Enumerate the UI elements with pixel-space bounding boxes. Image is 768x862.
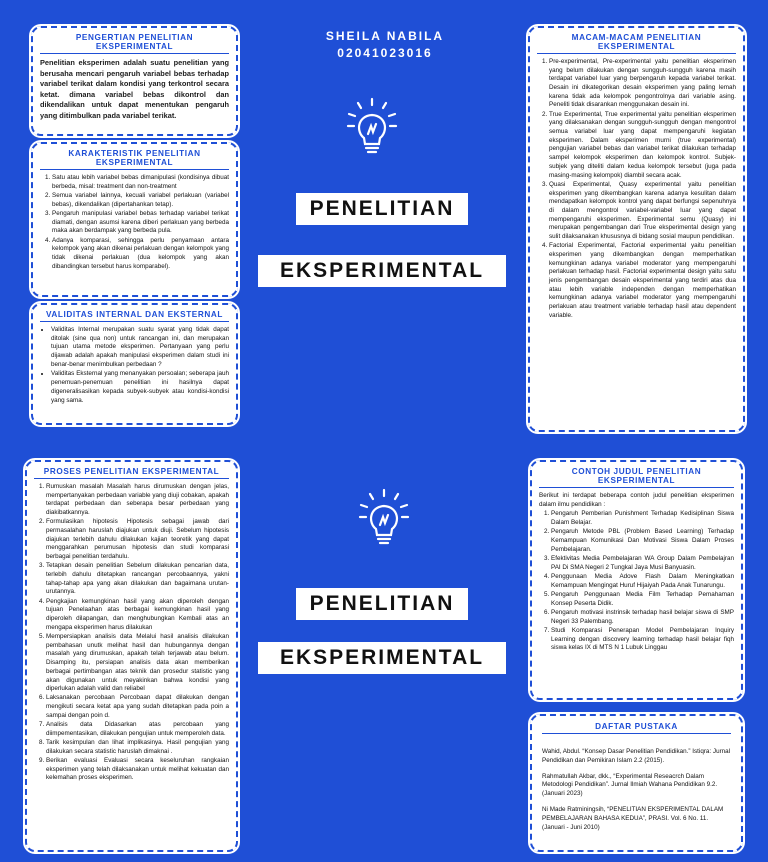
author-block bbox=[300, 28, 470, 63]
list-item: 7. Studi Komparasi Penerapan Model Pembelajaran Inquiry Learning dengan discovery learning terhadap hasil belajar fiqh siswa kelas IX di MTS N 1 Lubuk Linggau bbox=[551, 627, 734, 653]
list-item: 6. Laksanakan percobaan Percobaan dapat dilakukan dengan mengikuti secara ketat apa yang sudah ditetapkan pada poin a sampai dengan poin d. bbox=[46, 694, 229, 720]
macam-list bbox=[537, 58, 736, 320]
list-item: 3. Pengaruh manipulasi variabel bebas terhadap variabel terikat diamati, dengan asumsi karena diberi perlakuan yang berbeda maka akan berdampak yang berbeda pula. bbox=[52, 210, 229, 236]
list-item: 3. Quasi Experimental, Quasy experimental yaitu penelitian eksperimen yang dikembangkan karena adanya kesulitan dalam mendapatkan kelompok kontrol yang dapat berfungsi sepenuhnya di dalam mengontrol variabel-variabel luar yang dapat mempengaruhi eksperimen. Experimental semu (Quasy) ini merupakan pengembangan dari True eksperimental design yang sulit dilaksanakan khususnya di bidang sosial maupun pendidikan. bbox=[549, 181, 736, 242]
list-item: 1. Rumuskan masalah Masalah harus dirumuskan dengan jelas, mempertanyakan perbedaan variable yang diuji cobakan, apakah terdapat perbedaan dan seberapa besar perbedaan yang diakibatkannya. bbox=[46, 483, 229, 518]
list-item: 1. Pengaruh Pemberian Punishment Terhadap Kedisiplinan Siswa Dalam Belajar. bbox=[551, 510, 734, 527]
list-item: 4. Pengkajian kemungkinan hasil yang akan diperoleh dengan tujuan Penelaahan atas berbagai kemungkinan hasil yang diperoleh dilapangan, dan menghubungkan Kembali atas an mengapa eksperimen harus dilakukan bbox=[46, 598, 229, 633]
pengertian-card bbox=[31, 26, 238, 136]
poster-title-line1: PENELITIAN bbox=[296, 193, 468, 225]
macam-card bbox=[528, 26, 745, 432]
lightbulb-icon bbox=[344, 96, 400, 156]
poster-title-line2-bottom: EKSPERIMENTAL bbox=[258, 642, 506, 674]
author-name: SHEILA NABILA bbox=[325, 29, 445, 43]
proses-list bbox=[34, 483, 229, 783]
list-item: 2. Pengaruh Metode PBL (Problem Based Learning) Terhadap Kemampuan Komunikasi Dan Motivasi Siswa Dalam Proses Pembelajaran. bbox=[551, 528, 734, 554]
contoh-card bbox=[530, 460, 743, 700]
reference-item: Wahid, Abdul. “Konsep Dasar Penelitian Pendidikan.” Istiqra: Jurnal Pendidikan dan Pemikiran Islam 2.2 (2015). bbox=[542, 748, 731, 764]
validitas-list bbox=[40, 326, 229, 405]
list-item: 7. Analisis data Didasarkan atas percobaan yang diimpementasikan, dilakukan pengujian untuk memperoleh data. bbox=[46, 721, 229, 738]
list-item: • Validitas Internal merupakan suatu syarat yang tidak dapat ditolak (sine qua non) untuk rancangan ini, dan merupakan tujuan utama metode eksperimen. Pertanyaan yang perlu dijawab adalah apakah manipulasi eksperimen dalam studi ini benar-benar menimbulkan perbedaan ? bbox=[51, 326, 229, 369]
validitas-card bbox=[31, 303, 238, 425]
pustaka-title: DAFTAR PUSTAKA bbox=[542, 722, 731, 734]
karakteristik-list bbox=[40, 174, 229, 271]
list-item: 2. True Experimental, True experimental yaitu penelitian eksperimen yang dilaksanakan dengan sungguh-sungguh dengan mengontrol semua variabel luar yang dapat mempengaruhi kegiatan eksperimen. Dalam eksperimen murni (true experimental) pengujian variabel bebas dan variabel terikat dilakukan terhadap sampel kelompok eksperimen dan kelompok kontrol. Subjek-subjek yang diteliti dalam kedua kelompok tersebut (juga pada masing-masing kelompok) diambil secara acak. bbox=[549, 111, 736, 181]
list-item: 4. Adanya komparasi, sehingga perlu penyamaan antara kelompok yang akan dikenai perlakuan dengan kelompok yang tidak dikenai perlakuan (dua kelompok yang akan dibandingkan tersebut harus komparabel). bbox=[52, 237, 229, 272]
list-item: 1. Satu atau lebih variabel bebas dimanipulasi (kondisinya dibuat berbeda, misal: treatment dan non-treatment bbox=[52, 174, 229, 191]
list-item: 2. Formulasikan hipotesis Hipotesis sebagai jawab dari permasalahan haruslah diajukan untuk diuji. Sebelum hipotesis diajukan terlebih dahulu dilakukan kajian teoretik yang dapat menggarahkan perumusan hipotesis dan studi komparasi berbagai penelitian terdahulu. bbox=[46, 518, 229, 561]
macam-title: MACAM-MACAM PENELITIAN EKSPERIMENTAL bbox=[537, 33, 736, 54]
list-item: 5. Mempersiapkan analisis data Melalui hasil analisis dilakukan pembahasan unutk melihat hasil dan hubungannya dengan masalah yang dirumuskan, apakah telah terjawab atau belum. Disamping itu, persiapan analisis data akan memberikan berbagai pertimbangan atas teknik dan prosedur statistic yang akan digunakan untuk meyakinkan bahwa kondisi yang diperlukan adalah valid dan reliabel bbox=[46, 633, 229, 694]
lightbulb-icon bbox=[356, 487, 412, 547]
karakteristik-title: KARAKTERISTIK PENELITIAN EKSPERIMENTAL bbox=[40, 149, 229, 170]
list-item: 4. Factorial Experimental, Factorial experimental yaitu penelitian eksperimen yang dikembangkan dengan memperhatikan kemungkinan adanya variabel moderator yang mempengaruhi perlakuan terhadap hasil. Factorial experimental design yaitu satu jenis pengembangan desain eksperimental yang terdiri atas dua atau lebih variable independen dengan memperhatikan kemungkinan adanya variabel moderator yang mempengaruhi perlakuan atau treatment variable terhadap hasil atau dependent variable. bbox=[549, 242, 736, 320]
karakteristik-card bbox=[31, 142, 238, 297]
reference-item: Rahmatullah Akbar, dkk., “Experimental Reseacrch Dalam Metodologi Pendidikan”. Jurnal Ilmiah Wahana Pendidikan 9.2. (Januari 2023) bbox=[542, 772, 718, 798]
proses-title: PROSES PENELITIAN EKSPERIMENTAL bbox=[34, 467, 229, 479]
list-item: 9. Berikan evaluasi Evaluasi secara keseluruhan rangkaian eksperimen yang telah dilaksanakan untuk melihat kekuatan dan kelemahan proses eksperimen. bbox=[46, 757, 229, 783]
validitas-title: VALIDITAS INTERNAL DAN EKSTERNAL bbox=[40, 310, 229, 322]
pustaka-card bbox=[530, 714, 743, 852]
list-item: 5. Pengaruh Penggunaan Media Film Terhadap Pemahaman Konsep Peserta Didik. bbox=[551, 591, 734, 608]
list-item: 3. Efektivitas Media Pembelajaran WA Group Dalam Pembelajran PAI Di SMA Negeri 2 Tungkal Jaya Musi Banyuasin. bbox=[551, 555, 734, 572]
list-item: 8. Tarik kesimpulan dan lihat implikasinya. Hasil pengujian yang dilakukan secara statistic haruslah dimaknai . bbox=[46, 739, 229, 756]
list-item: 2. Semua variabel lainnya, kecuali variabel perlakuan (variabel bebas), dikendalikan (dipertahankan tetap). bbox=[52, 192, 229, 209]
list-item: • Validitas Eksternal yang menanyakan persoalan; seberapa jauh penemuan-penemuan penelitian ini hasilnya dapat digeneralisasikan kepada subyek-subyek atau kondisi-kondisi yang sama. bbox=[51, 370, 229, 405]
proses-card bbox=[25, 460, 238, 852]
list-item: 3. Tetapkan desain penelitian Sebelum dilakukan pencarian data, terlebih dahulu ditetapkan rancangan percobaannya, yakni tahap-tahap apa yang akan dilakukan dan bagaimana urutan-urutannya. bbox=[46, 562, 229, 597]
author-id: 02041023016 bbox=[337, 46, 433, 61]
poster-title-line2: EKSPERIMENTAL bbox=[258, 255, 506, 287]
pengertian-title: PENGERTIAN PENELITIAN EKSPERIMENTAL bbox=[40, 33, 229, 54]
contoh-title: CONTOH JUDUL PENELITIAN EKSPERIMENTAL bbox=[539, 467, 734, 488]
pengertian-text: Penelitian eksperimen adalah suatu penelitian yang berusaha mencari pengaruh variabel bebas terhadap variabel terikat dalam kondisi yang terkontrol secara ketat. dimana variabel bebas dikontrol dan dikendalikan untuk dapat menentukan pengaruh yang ditimbulkan pada variabel terikat. bbox=[40, 58, 229, 120]
contoh-list bbox=[539, 510, 734, 653]
list-item: 1. Pre-experimental, Pre-experimental yaitu penelitian eksperimen yang belum dilakukan dengan sungguh-sungguh karena masih terdapat variabel luar yang berpengaruh kepada variabel terikat. Desain ini dikategorikan desain eksperimen yang paling lemah karena tidak ada kelompok pengontrolnya dari variable asing. Peneliti tidak disarankan menggunakan desain ini. bbox=[549, 58, 736, 110]
list-item: 6. Pengaruh motivasi instrinsik terhadap hasil belajar siswa di SMP Negeri 33 Palembang. bbox=[551, 609, 734, 626]
reference-item: Ni Made Ratminingsih, “PENELITIAN EKSPERIMENTAL DALAM PEMBELAJARAN BAHASA KEDUA”, PRASI. Vol. 6 No. 11. (Januari - Juni 2010) bbox=[542, 806, 724, 831]
poster-title-line1-bottom: PENELITIAN bbox=[296, 588, 468, 620]
contoh-intro: Berikut ini terdapat beberapa contoh judul penelitian eksperimen dalam ilmu pendidikan : bbox=[539, 492, 734, 508]
list-item: 4. Penggunaan Media Adove Flash Dalam Meningkatkan Kemampuan Mengingat Huruf Hijaiyah Pada Anak Tunarungu. bbox=[551, 573, 734, 590]
